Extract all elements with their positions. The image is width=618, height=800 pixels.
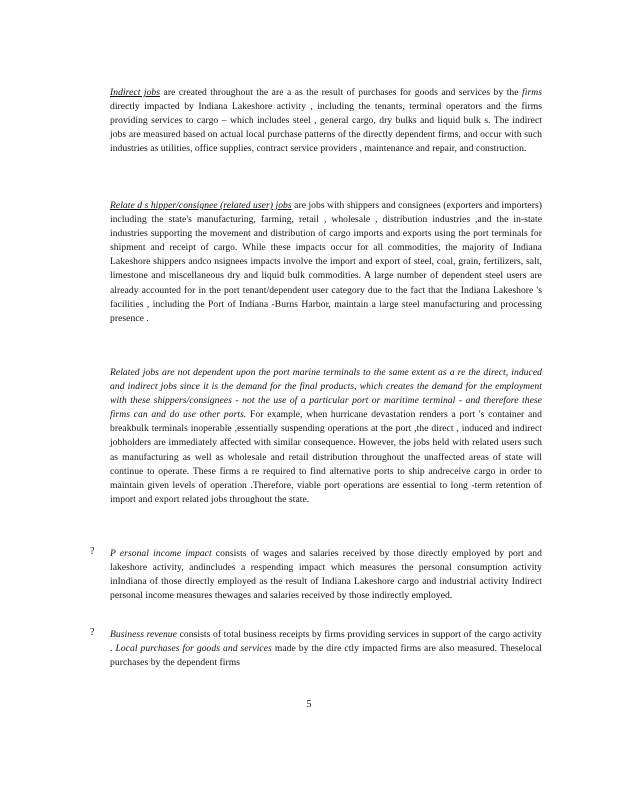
term-indirect-jobs: Indirect jobs <box>110 87 161 98</box>
bullet-marker: ? <box>90 546 95 557</box>
term-business-revenue: Business revenue <box>110 629 177 640</box>
paragraph-indirect-jobs: Indirect jobs are created throughout the are a as the result of purchases for goods and services by the firms directly impacted by Indiana Lakeshore activity , including the tenants, terminal operators and the firms providing services to cargo – which includes steel , general cargo, dry bulks and liquid bulk s. The indirect jobs are measured based on actual local purchase patterns of the directly dependent firms, and occur with such industries as utilities, office supplies, contract service providers , maintenance and repair, and construction. <box>110 87 542 155</box>
italic-related-jobs-statement: Related jobs are not dependent upon the port marine terminals to the same extent as a re the direct, induced and indirect jobs since it is the demand for the final products, which creates the demand for the employment with these shippers/consignees - not the use of a particular port or maritime terminal - and therefore these firms can and do use other ports. <box>110 367 542 421</box>
paragraph-related-user-jobs: Relate d s hipper/consignee (related user) jobs are jobs with shippers and consignees (exporters and importers) including the state's manufacturing, farming, retail , wholesale , distribution industries ,and the in-state industries supporting the movement and distribution of cargo imports and exports using the port terminals for shipment and receipt of cargo. While these impacts occur for all commodities, the majority of Indiana Lakeshore shippers andco nsignees impacts involve the import and export of steel, coal, grain, fertilizers, salt, limestone and miscellaneous dry and liquid bulk commodities. A large number of dependent steel users are already accounted for in the port tenant/dependent user category due to the fact that the Indiana Lakeshore 's facilities , including the Port of Indiana -Burns Harbor, maintain a large steel manufacturing and processing presence . <box>110 200 542 324</box>
term-related-user-jobs: Relate d s hipper/consignee (related user) jobs <box>110 200 292 211</box>
page-number: 5 <box>306 699 312 710</box>
bullet-business-revenue: Business revenue consists of total business receipts by firms providing services in support of the cargo activity . Local purchases for goods and services made by the dire ctly impacted firms are also measured. Theselocal purchases by the dependent firms <box>110 629 542 669</box>
bullet-personal-income: P ersonal income impact consists of wages and salaries received by those directly employed by port and lakeshore activity, andincludes a respending impact which measures the personal consumption activity inIndiana of those directly employed as the result of Indiana Lakeshore cargo and industrial activity Indirect personal income measures thewages and salaries received by those indirectly employed. <box>110 548 542 602</box>
term-personal-income-impact: P ersonal income impact <box>110 548 212 559</box>
bullet-marker: ? <box>90 627 95 638</box>
paragraph-related-jobs-dependency: Related jobs are not dependent upon the port marine terminals to the same extent as a re the direct, induced and indirect jobs since it is the demand for the final products, which creates the demand for the employment with these shippers/consignees - not the use of a particular port or maritime terminal - and therefore these firms can and do use other ports. For example, when hurricane devastation renders a port 's container and breakbulk terminals inoperable ,essentially suspending operations at the port ,the direct , induced and indirect jobholders are immediately affected with similar consequence. However, the jobs held with related users such as manufacturing as well as wholesale and retail distribution throughout the unaffected areas of state will continue to operate. These firms a re required to find alternative ports to ship andreceive cargo in order to maintain given levels of operation .Therefore, viable port operations are essential to long -term retention of import and export related jobs throughout the state. <box>110 367 542 505</box>
term-local-purchases: Local purchases for goods and services <box>115 643 272 655</box>
